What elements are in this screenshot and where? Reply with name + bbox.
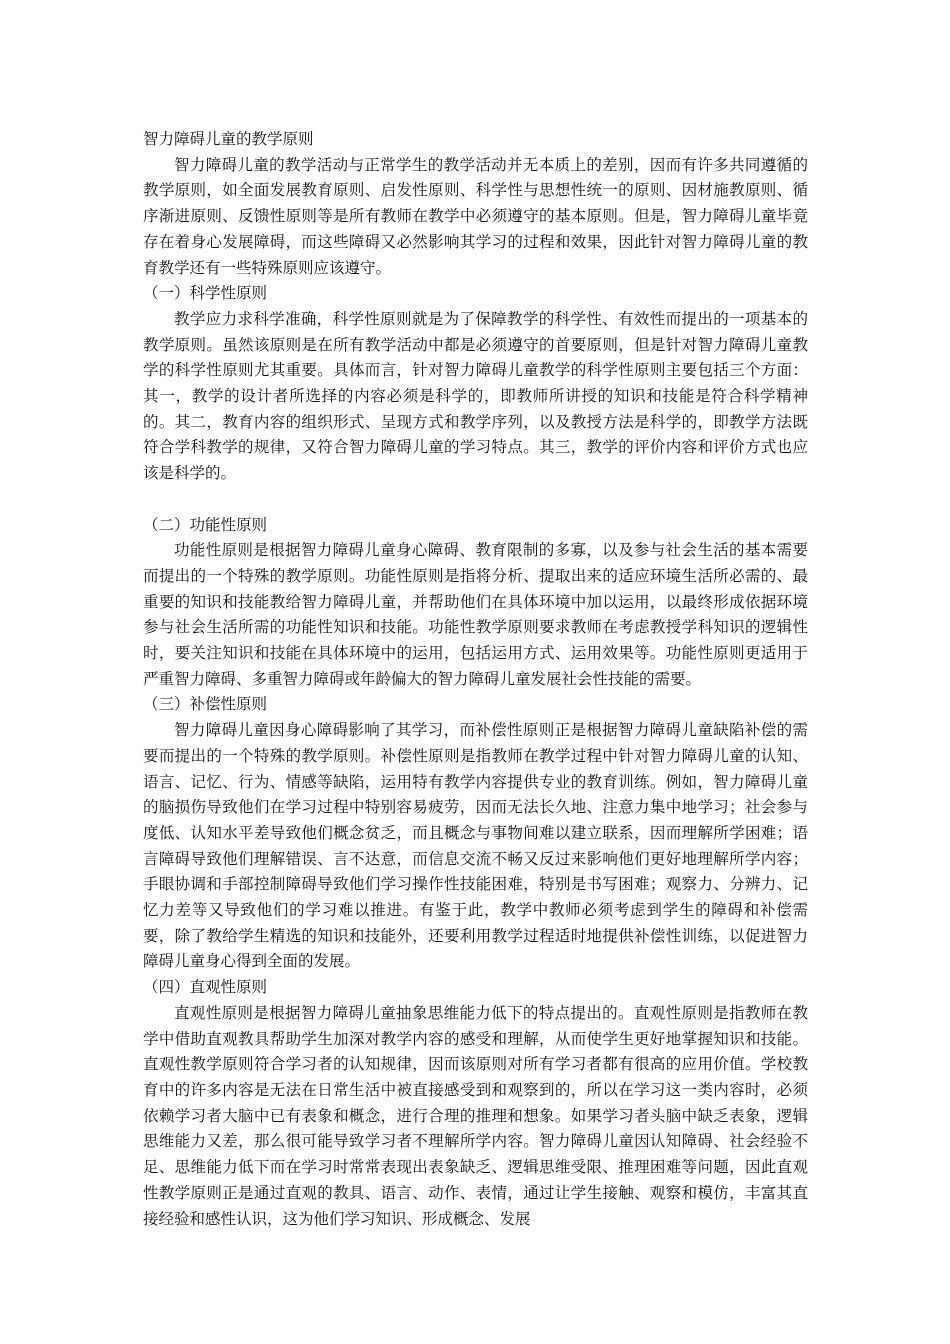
section-body-scientific: 教学应力求科学准确，科学性原则就是为了保障教学的科学性、有效性而提出的一项基本的教学原则。虽然该原则是在所有教学活动中都是必须遵守的首要原则，但是针对智力障碍儿童教学的科学性原则尤其重要。具体而言，针对智力障碍儿童教学的科学性原则主要包括三个方面：其一，教学的设计者所选择的内容必须是科学的，即教师所讲授的知识和技能是符合科学精神的。其二，教育内容的组织形式、呈现方式和教学序列，以及教授方法是科学的，即教学方法既符合学科教学的规律，又符合智力障碍儿童的学习特点。其三，教学的评价内容和评价方式也应该是科学的。 — [143, 309, 808, 483]
section-heading-functional: （二）功能性原则 — [143, 515, 268, 534]
section-body-functional: 功能性原则是根据智力障碍儿童身心障碍、教育限制的多寡，以及参与社会生活的基本需要而提出的一个特殊的教学原则。功能性原则是指将分析、提取出来的适应环境生活所必需的、最重要的知识和技能教给智力障碍儿童，并帮助他们在具体环境中加以运用，以最终形成依据环境参与社会生活所需的功能性知识和技能。功能性教学原则要求教师在考虑教授学科知识的逻辑性时，要关注知识和技能在具体环境中的运用，包括运用方式、运用效果等。功能性原则更适用于严重智力障碍、多重智力障碍或年龄偏大的智力障碍儿童发展社会性技能的需要。 — [143, 541, 808, 688]
intro-paragraph: 智力障碍儿童的教学活动与正常学生的教学活动并无本质上的差别，因而有许多共同遵循的教学原则，如全面发展教育原则、启发性原则、科学性与思想性统一的原则、因材施教原则、循序渐进原则、反馈性原则等是所有教师在教学中必须遵守的基本原则。但是，智力障碍儿童毕竟存在着身心发展障碍，而这些障碍又必然影响其学习的过程和效果，因此针对智力障碍儿童的教育教学还有一些特殊原则应该遵守。 — [143, 155, 808, 277]
section-heading-intuitive: （四）直观性原则 — [143, 978, 268, 997]
section-heading-scientific: （一）科学性原则 — [143, 284, 268, 303]
section-body-intuitive: 直观性原则是根据智力障碍儿童抽象思维能力低下的特点提出的。直观性原则是指教师在教学中借助直观教具帮助学生加深对教学内容的感受和理解，从而使学生更好地掌握知识和技能。直观性教学原则符合学习者的认知规律，因而该原则对所有学习者都有很高的应用价值。学校教育中的许多内容是无法在日常生活中被直接感受到和观察到的，所以在学习这一类内容时，必须依赖学习者大脑中已有表象和概念，进行合理的推理和想象。如果学习者头脑中缺乏表象，逻辑思维能力又差，那么很可能导致学习者不理解所学内容。智力障碍儿童因认知障碍、社会经验不足、思维能力低下而在学习时常常表现出表象缺乏、逻辑思维受限、推理困难等问题，因此直观性教学原则正是通过直观的教具、语言、动作、表情，通过让学生接触、观察和模仿，丰富其直接经验和感性认识，这为他们学习知识、形成概念、发展 — [143, 1003, 808, 1228]
document-body — [143, 127, 808, 1232]
section-heading-compensatory: （三）补偿性原则 — [143, 695, 268, 714]
section-body-compensatory: 智力障碍儿童因身心障碍影响了其学习，而补偿性原则正是根据智力障碍儿童缺陷补偿的需要而提出的一个特殊的教学原则。补偿性原则是指教师在教学过程中针对智力障碍儿童的认知、语言、记忆、行为、情感等缺陷，运用特有教学内容提供专业的教育训练。例如，智力障碍儿童的脑损伤导致他们在学习过程中特别容易疲劳，因而无法长久地、注意力集中地学习；社会参与度低、认知水平差导致他们概念贫乏，而且概念与事物间难以建立联系，因而理解所学困难；语言障碍导致他们理解错误、言不达意，而信息交流不畅又反过来影响他们更好地理解所学内容；手眼协调和手部控制障碍导致他们学习操作性技能困难，特别是书写困难；观察力、分辨力、记忆力差等又导致他们的学习难以推进。有鉴于此，教学中教师必须考虑到学生的障碍和补偿需要，除了教给学生精选的知识和技能外，还要利用教学过程适时地提供补偿性训练，以促进智力障碍儿童身心得到全面的发展。 — [143, 721, 808, 971]
document-title: 智力障碍儿童的教学原则 — [143, 130, 314, 148]
paragraph-spacer — [143, 487, 808, 513]
